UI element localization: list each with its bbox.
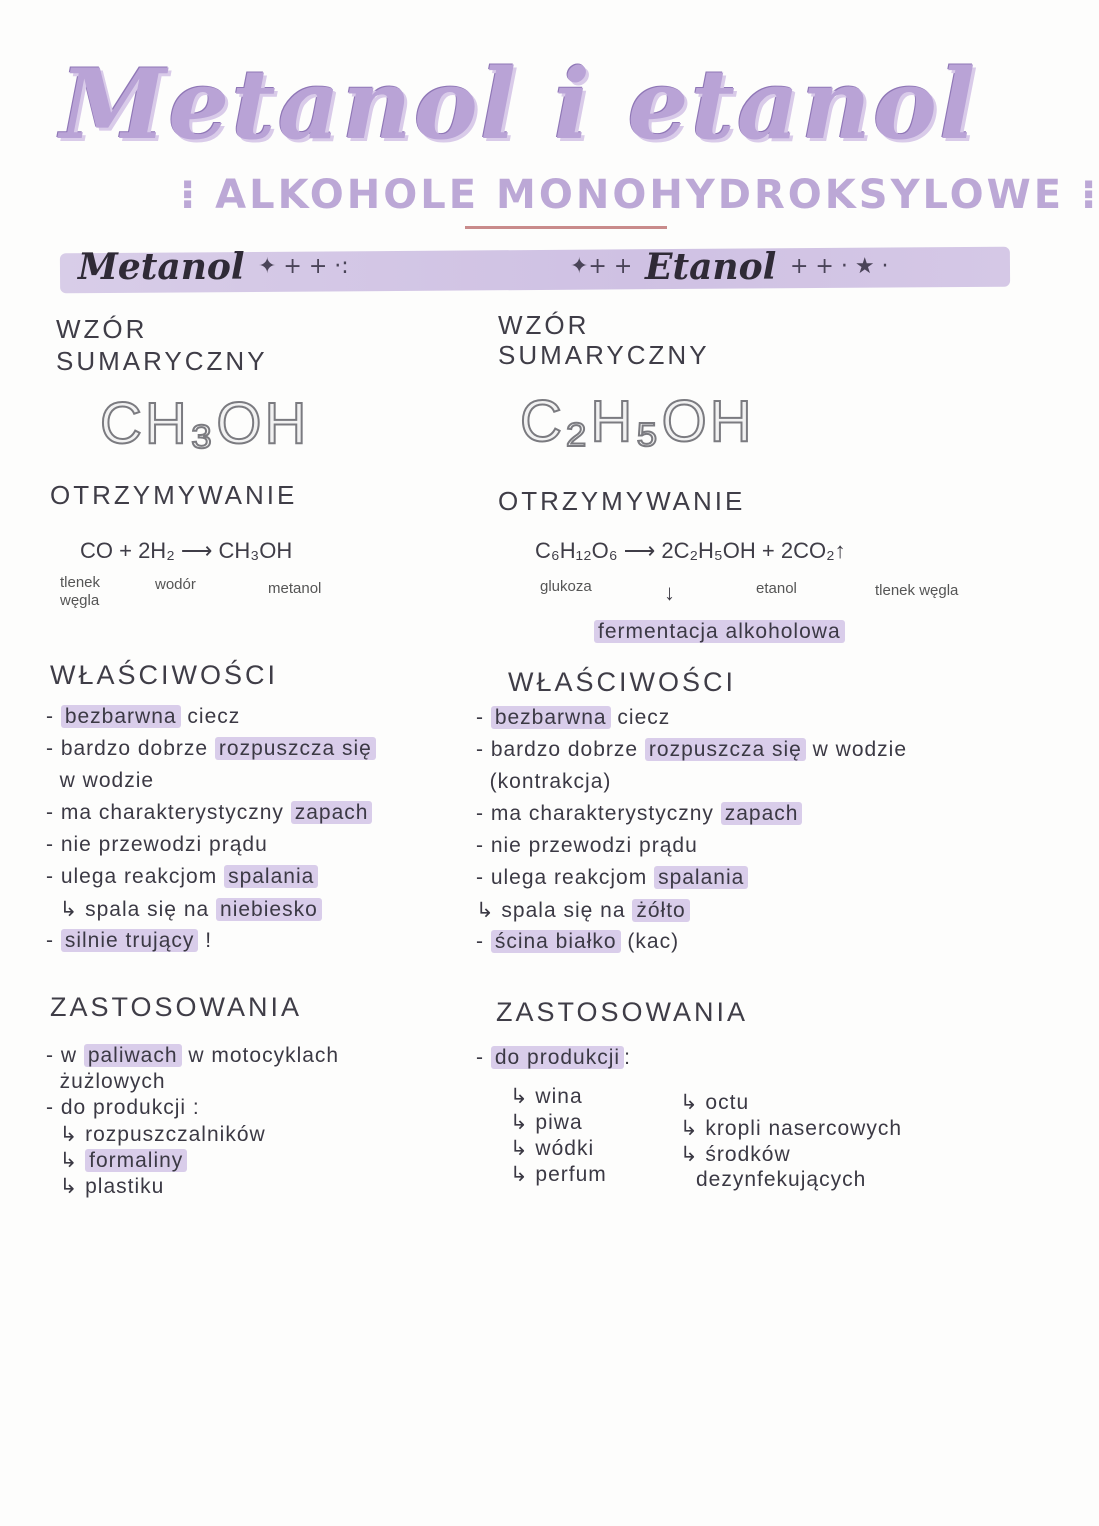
list-item [46, 865, 318, 889]
list-item [46, 1044, 339, 1068]
etanol-heading: Etanol [645, 246, 777, 288]
etanol-zastosowania-heading: ZASTOSOWANIA [496, 997, 749, 1027]
metanol-product: metanol [268, 580, 322, 597]
etanol-down-arrow: ↓ [664, 580, 675, 605]
list-item [476, 930, 679, 954]
list-item-suffix: (kac) [620, 930, 680, 953]
list-item [46, 1070, 166, 1094]
list-item-text: ↳ spala się na [46, 898, 217, 921]
subtitle-deco-left: ⁝ [180, 172, 199, 218]
etanol-reaction: C₆H₁₂O₆ ⟶ 2C₂H₅OH + 2CO₂↑ [535, 538, 846, 563]
etanol-reactant: glukoza [540, 578, 592, 595]
highlighted-term: żółto [632, 899, 689, 922]
list-item [46, 1122, 266, 1147]
etanol-product-1: etanol [756, 580, 797, 597]
highlighted-term: zapach [291, 801, 373, 824]
list-item-text: - nie przewodzi prądu [46, 833, 268, 856]
page-title: Metanol i etanol [60, 48, 978, 161]
list-item-text: - nie przewodzi prądu [476, 834, 698, 857]
etanol-formula-label-1: WZÓR [498, 310, 590, 340]
metanol-reaction: CO + 2H₂ ⟶ CH₃OH [80, 538, 293, 563]
metanol-stars: ✦ + + ·: [258, 254, 349, 279]
list-item-text: - [476, 930, 491, 953]
etanol-wlasciwosci-heading: WŁAŚCIWOŚCI [508, 667, 737, 697]
metanol-heading: Metanol [78, 246, 245, 288]
subtitle-deco-right: ⁝ [1081, 172, 1099, 218]
list-item [46, 897, 322, 922]
etanol-fermentation-label: fermentacja alkoholowa [594, 620, 845, 643]
list-item [46, 801, 372, 825]
highlighted-term: ścina białko [491, 930, 621, 953]
list-item-text: - bardzo dobrze [46, 737, 215, 760]
list-item [46, 737, 376, 761]
list-item [476, 898, 690, 923]
list-item-suffix: w motocyklach [181, 1044, 340, 1067]
etanol-product-2: tlenek węgla [875, 582, 959, 599]
list-item-text: - do produkcji : [46, 1096, 200, 1119]
list-item-text: - [46, 705, 61, 728]
metanol-reactant-1b: węgla [60, 592, 100, 609]
list-item-text: - ulega reakcjom [476, 866, 655, 889]
etanol-formula: C₂H₅OH [520, 389, 755, 454]
metanol-wlasciwosci-heading: WŁAŚCIWOŚCI [50, 660, 279, 690]
highlighted-term: niebiesko [216, 898, 322, 921]
metanol-reactant-1: tlenek [60, 574, 101, 591]
metanol-reactant-2: wodór [155, 576, 196, 593]
list-item [476, 770, 611, 794]
subtitle [180, 172, 1099, 218]
list-item-text: (kontrakcja) [476, 770, 612, 793]
highlighted-term: spalania [654, 866, 748, 889]
etanol-uses-intro-after: : [624, 1046, 631, 1069]
highlighted-term: formaliny [85, 1149, 187, 1172]
list-item-suffix: ! [198, 929, 213, 952]
etanol-uses-intro [476, 1046, 631, 1070]
list-item-text: - ulega reakcjom [46, 865, 225, 888]
metanol-formula: CH₃OH [100, 391, 310, 456]
highlighted-term: bezbarwna [61, 705, 181, 728]
list-item-suffix: w wodzie [805, 738, 908, 761]
etanol-stars-right: + + · ★ · [790, 254, 889, 279]
list-item [46, 929, 212, 953]
list-item-text: - bardzo dobrze [476, 738, 645, 761]
list-item-text: ↳ plastiku [46, 1175, 165, 1198]
list-item: ↳ octu [680, 1091, 750, 1114]
list-item-text: - ma charakterystyczny [476, 802, 721, 825]
list-item [476, 706, 670, 730]
subtitle-underline [465, 226, 667, 229]
list-item: ↳ wina [510, 1085, 583, 1108]
list-item-suffix: ciecz [610, 706, 671, 729]
metanol-zastosowania-heading: ZASTOSOWANIA [50, 992, 303, 1022]
list-item: ↳ perfum [510, 1163, 607, 1186]
list-item-text: żużlowych [46, 1070, 166, 1093]
highlighted-term: rozpuszcza się [215, 737, 376, 760]
list-item: dezynfekujących [696, 1168, 867, 1191]
subtitle-word-1: ALKOHOLE [215, 172, 480, 218]
list-item: ↳ piwa [510, 1111, 583, 1134]
highlighted-term: silnie trujący [61, 929, 199, 952]
subtitle-word-2: MONOHYDROKSYLOWE [496, 172, 1065, 218]
list-item: ↳ kropli nasercowych [680, 1117, 903, 1140]
highlighted-term: zapach [721, 802, 803, 825]
highlighted-term: spalania [224, 865, 318, 888]
etanol-otrzymywanie-heading: OTRZYMYWANIE [498, 486, 746, 516]
list-item [46, 705, 240, 729]
list-item: ↳ wódki [510, 1137, 595, 1160]
etanol-uses-intro-highlight: do produkcji [491, 1046, 624, 1069]
list-item [46, 1148, 187, 1173]
list-item-suffix: ciecz [180, 705, 241, 728]
metanol-otrzymywanie-heading: OTRZYMYWANIE [50, 480, 298, 510]
etanol-formula-label-2: SUMARYCZNY [498, 340, 710, 370]
etanol-stars-left: ✦+ + [570, 254, 633, 279]
highlighted-term: bezbarwna [491, 706, 611, 729]
list-item [46, 1174, 164, 1199]
list-item-text: ↳ [46, 1149, 86, 1172]
metanol-formula-label-2: SUMARYCZNY [56, 346, 268, 376]
list-item: ↳ środków [680, 1143, 791, 1166]
list-item [46, 833, 268, 857]
metanol-formula-label-1: WZÓR [56, 314, 148, 344]
list-item-text: w wodzie [46, 769, 155, 792]
highlighted-term: rozpuszcza się [645, 738, 806, 761]
list-item-text: - [46, 929, 61, 952]
list-item-text: - [476, 706, 491, 729]
list-item [46, 769, 154, 793]
highlighted-term: paliwach [84, 1044, 182, 1067]
etanol-uses-intro-prefix: - [476, 1046, 491, 1069]
list-item-text: ↳ spala się na [476, 899, 633, 922]
list-item [476, 834, 698, 858]
etanol-fermentation [594, 620, 845, 644]
list-item-text: ↳ rozpuszczalników [46, 1123, 266, 1146]
list-item [46, 1096, 200, 1120]
list-item-text: - w [46, 1044, 84, 1067]
list-item [476, 866, 748, 890]
list-item [476, 738, 907, 762]
list-item-text: - ma charakterystyczny [46, 801, 291, 824]
list-item [476, 802, 802, 826]
